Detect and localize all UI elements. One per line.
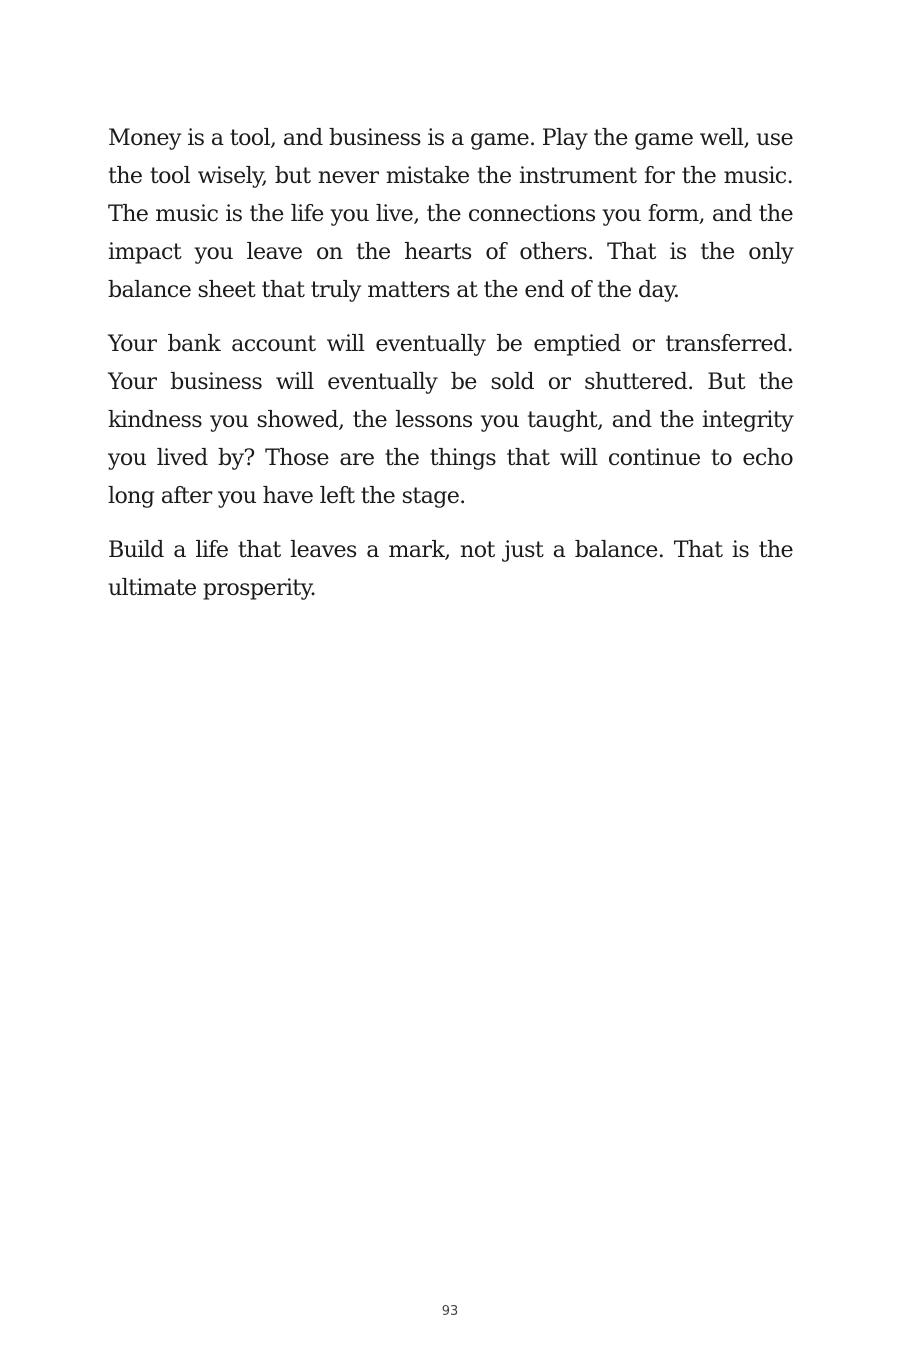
paragraph-bank-account: Your bank account will eventually be emptied or transferred. Your business will eventually be sold or shuttered. But the kindness you showed, the lessons you taught, and the integrity you lived by? Those are the things that will continue to echo long after you have left the stage.	[108, 331, 793, 509]
page-number: 93	[441, 1304, 459, 1319]
paragraph-money-is-a-tool: Money is a tool, and business is a game. Play the game well, use the tool wisely, but never mistake the instrument for the music. The music is the life you live, the connections you form, and the impact you leave on the hearts of others. That is the only balance sheet that truly matters at the end of the day.	[108, 125, 793, 303]
body-text	[108, 119, 793, 623]
paragraph-build-a-life: Build a life that leaves a mark, not just a balance. That is the ultimate prosperity.	[108, 537, 793, 601]
